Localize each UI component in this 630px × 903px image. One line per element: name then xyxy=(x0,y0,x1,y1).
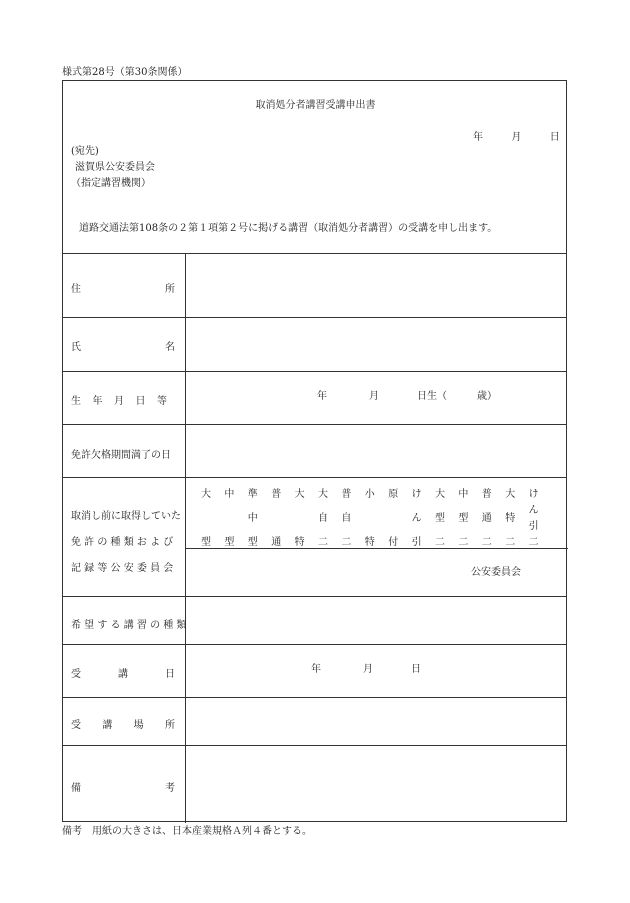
license-type-char: 二 xyxy=(481,537,492,548)
license-type-char: 引 xyxy=(411,537,422,548)
address-label: 住 所 xyxy=(71,284,175,295)
license-type-char xyxy=(363,509,377,533)
license-type-column xyxy=(410,485,424,557)
divider xyxy=(63,317,566,318)
license-label-line3: 記 録 等 公 安 委 員 会 xyxy=(71,563,174,574)
license-type-char: 小 xyxy=(364,489,375,500)
divider xyxy=(63,697,566,698)
license-type-char: 中 xyxy=(458,489,469,500)
license-type-column xyxy=(199,485,213,557)
divider xyxy=(63,424,566,425)
license-type-column xyxy=(339,485,353,557)
license-type-char: 準 xyxy=(247,489,258,500)
license-type-char: 通 xyxy=(481,513,492,524)
license-type-char xyxy=(222,509,236,533)
license-type-char: け xyxy=(411,489,422,500)
license-type-char xyxy=(269,509,283,533)
divider xyxy=(63,745,566,746)
venue-label: 受 講 場 所 xyxy=(71,720,175,731)
form-title: 取消処分者講習受講申出書 xyxy=(255,100,376,111)
license-type-column xyxy=(480,485,494,557)
license-type-char: 普 xyxy=(271,489,282,500)
license-type-char: 型 xyxy=(435,513,445,524)
license-type-char: 二 xyxy=(341,537,352,548)
license-type-char: 二 xyxy=(435,537,445,548)
birth-year: 年 xyxy=(317,391,327,402)
date-year: 年 xyxy=(473,132,483,143)
label-column-divider xyxy=(185,253,186,823)
license-type-char xyxy=(199,509,213,533)
addressee-designated: （指定講習機関） xyxy=(71,178,151,189)
attend-month: 月 xyxy=(363,664,373,675)
license-type-char: 大 xyxy=(201,489,211,500)
license-type-column xyxy=(527,485,541,549)
divider xyxy=(63,596,566,597)
course-label: 希 望 す る 講 習 の 種 類 xyxy=(71,620,187,631)
commission-suffix: 公安委員会 xyxy=(471,567,521,578)
license-type-char xyxy=(386,509,400,533)
license-type-char: 付 xyxy=(388,537,399,548)
attend-year: 年 xyxy=(311,664,321,675)
license-type-column xyxy=(293,485,307,557)
license-type-char: 二 xyxy=(528,537,539,548)
license-type-char: 中 xyxy=(247,513,258,524)
license-type-column xyxy=(456,485,470,557)
divider xyxy=(63,371,566,372)
license-type-column xyxy=(316,485,330,557)
birth-age: 歳） xyxy=(477,391,497,402)
license-type-char: け xyxy=(528,489,539,500)
attend-date-label: 受 講 日 xyxy=(71,669,175,680)
license-type-char xyxy=(293,509,307,533)
license-type-char: 型 xyxy=(201,537,211,548)
license-type-char: 通 xyxy=(271,537,282,548)
license-type-column xyxy=(503,485,517,557)
license-type-char: 普 xyxy=(341,489,352,500)
license-type-char: 大 xyxy=(294,489,305,500)
license-type-char: 原 xyxy=(388,489,399,500)
addressee-prefix: (宛先) xyxy=(71,146,99,157)
license-type-char: 自 xyxy=(341,513,352,524)
license-label-line1: 取消し前に取得していた xyxy=(71,511,181,522)
date-line xyxy=(473,133,560,143)
addressee-commission: 滋賀県公安委員会 xyxy=(75,162,155,173)
date-month: 月 xyxy=(511,132,522,143)
license-type-char: 自 xyxy=(318,513,328,524)
license-label-line2: 免 許 の 種 類 お よ び xyxy=(71,537,174,548)
license-type-column xyxy=(363,485,377,557)
license-type-char: 二 xyxy=(458,537,469,548)
birth-day: 日生（ xyxy=(417,391,447,402)
license-type-char: 普 xyxy=(481,489,492,500)
license-type-column xyxy=(386,485,400,557)
license-type-char: 二 xyxy=(505,537,516,548)
license-type-char: 型 xyxy=(224,537,235,548)
license-type-char: 型 xyxy=(247,537,258,548)
birth-month: 月 xyxy=(369,391,379,402)
divider xyxy=(63,253,566,254)
remarks-label: 備 考 xyxy=(71,783,175,794)
form-number-label: 様式第28号（第30条関係） xyxy=(62,67,188,78)
license-type-column xyxy=(433,485,447,557)
license-type-char: 大 xyxy=(318,489,328,500)
license-type-char: ん xyxy=(411,513,422,524)
license-type-column xyxy=(269,485,283,557)
license-type-char: 二 xyxy=(318,537,328,548)
license-type-char: 特 xyxy=(364,537,375,548)
name-label: 氏 名 xyxy=(71,342,175,353)
application-form xyxy=(62,80,567,822)
license-type-char: 中 xyxy=(224,489,235,500)
divider xyxy=(63,477,566,478)
license-type-column xyxy=(222,485,236,557)
license-type-char: ん xyxy=(528,505,539,516)
license-type-char: 大 xyxy=(505,489,516,500)
license-type-char: 特 xyxy=(505,513,516,524)
date-day: 日 xyxy=(549,132,560,143)
license-type-column xyxy=(246,485,260,557)
application-statement: 道路交通法第108条の２第１項第２号に掲げる講習（取消処分者講習）の受講を申し出ます。 xyxy=(79,223,498,234)
license-type-char: 型 xyxy=(458,513,469,524)
disqualification-label: 免許欠格期間満了の日 xyxy=(71,450,171,461)
birth-label: 生 年 月 日 等 xyxy=(71,396,167,407)
footnote: 備考 用紙の大きさは、日本産業規格Ａ列４番とする。 xyxy=(62,826,312,837)
attend-day: 日 xyxy=(411,664,421,675)
license-type-char: 引 xyxy=(528,521,539,532)
license-type-char: 大 xyxy=(435,489,445,500)
divider xyxy=(63,644,566,645)
license-type-char: 特 xyxy=(294,537,305,548)
